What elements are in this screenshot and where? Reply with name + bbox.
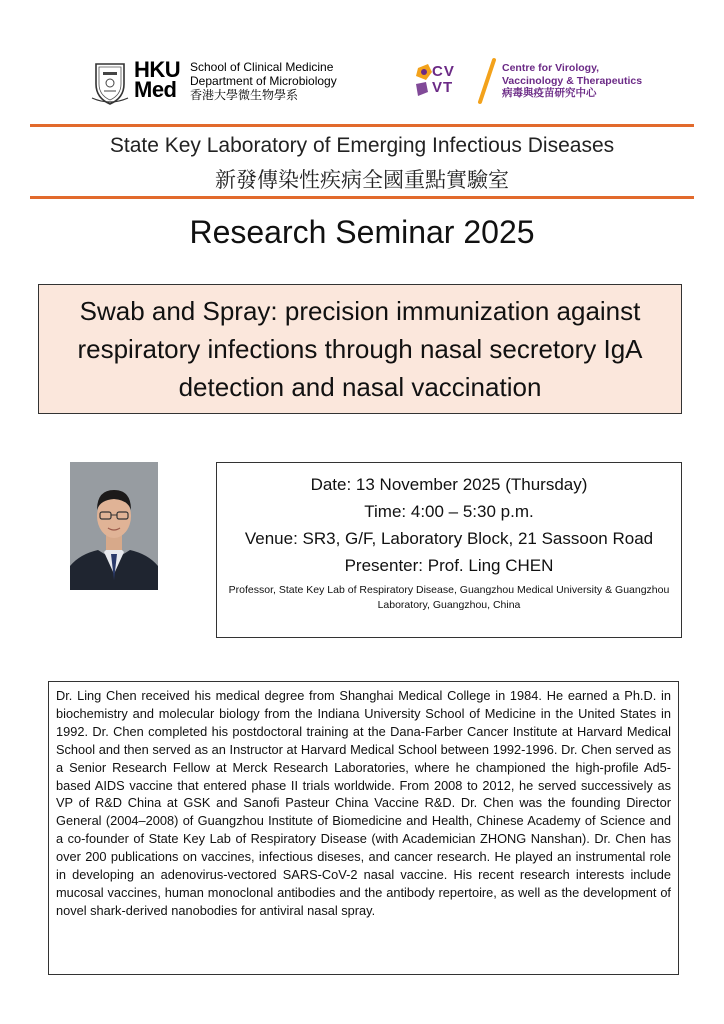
lab-name-chinese: 新發傳染性疾病全國重點實驗室 (215, 168, 509, 192)
top-orange-rule (30, 124, 694, 127)
cvvt-centre-name (502, 62, 642, 100)
lab-name-english: State Key Laboratory of Emerging Infectious Diseases (109, 134, 615, 157)
presenter-biography-box (48, 681, 679, 975)
hku-school-name (190, 60, 337, 102)
cvvt-logo-word (432, 64, 468, 96)
seminar-heading: Research Seminar 2025 (189, 214, 535, 250)
cvvt-name-line-2: Vaccinology & Therapeutics (502, 74, 643, 87)
hku-school-line-1: School of Clinical Medicine (190, 60, 334, 74)
hku-med-wordmark (134, 57, 184, 102)
presenter-photo (70, 462, 158, 590)
presenter-affiliation: Professor, State Key Lab of Respiratory Disease, Guangzhou Medical University & Guangzhou Laboratory, Guangzhou, China (228, 584, 670, 611)
talk-title-box (38, 284, 682, 414)
seminar-presenter: Presenter: Prof. Ling CHEN (344, 556, 554, 575)
seminar-info-box (216, 462, 682, 638)
seminar-venue: Venue: SR3, G/F, Laboratory Block, 21 Sassoon Road (244, 529, 654, 548)
bottom-orange-rule (30, 196, 694, 199)
cvvt-logo-word-text: CV VT (432, 63, 455, 96)
talk-title: Swab and Spray: precision immunization against respiratory infections through nasal secretory IgA detection and nasal vaccination (77, 296, 643, 402)
hku-school-line-3: 香港大學微生物學系 (190, 88, 299, 102)
hku-logo-word: HKU Med (134, 57, 181, 102)
cvvt-name-line-3: 病毒與疫苗研究中心 (502, 87, 597, 99)
hku-school-line-2: Department of Microbiology (190, 74, 337, 88)
seminar-time: Time: 4:00 – 5:30 p.m. (364, 502, 534, 521)
orange-slash-divider (476, 56, 498, 106)
cvvt-name-line-1: Centre for Virology, (502, 62, 600, 74)
presenter-biography: Dr. Ling Chen received his medical degree from Shanghai Medical College in 1984. He earned a Ph.D. in biochemistry and molecular biology from the Indiana University School of Medicine in the United States in 1992. Dr. Chen completed his postdoctoral training at the Dana-Farber Cancer Institute at Harvard Medical School and then served as an Instructor at Harvard Medical School between 1992-1996. Dr. Chen served as a Senior Research Fellow at Merck Research Laboratories, where he championed the high-profile Ad5-based AIDS vaccine that entered phase II trials worldwide. From 2008 to 2012, he served successively as VP of R&D China at GSK and Sanofi Pasteur China Vaccine R&D. Dr. Chen was the founding Director General (2004–2008) of Guangzhou Institute of Biomedicine and Health, Chinese Academy of Science and a co-founder of State Key Lab of Respiratory Disease (with Academician ZHONG Nanshan). Dr. Chen has over 200 publications on vaccines, infectious diseses, and cancer research. He played an instrumental role in developing an adenovirus-vectored SARS-CoV-2 nasal vaccine. His recent research interests include mucosal vaccines, human monoclonal antibodies and the antibody repertoire, as well as the development of novel shark-derived nanobodies for antiviral nasal spray. (56, 688, 671, 918)
hku-crest-logo (90, 58, 130, 106)
seminar-date: Date: 13 November 2025 (Thursday) (310, 475, 588, 494)
